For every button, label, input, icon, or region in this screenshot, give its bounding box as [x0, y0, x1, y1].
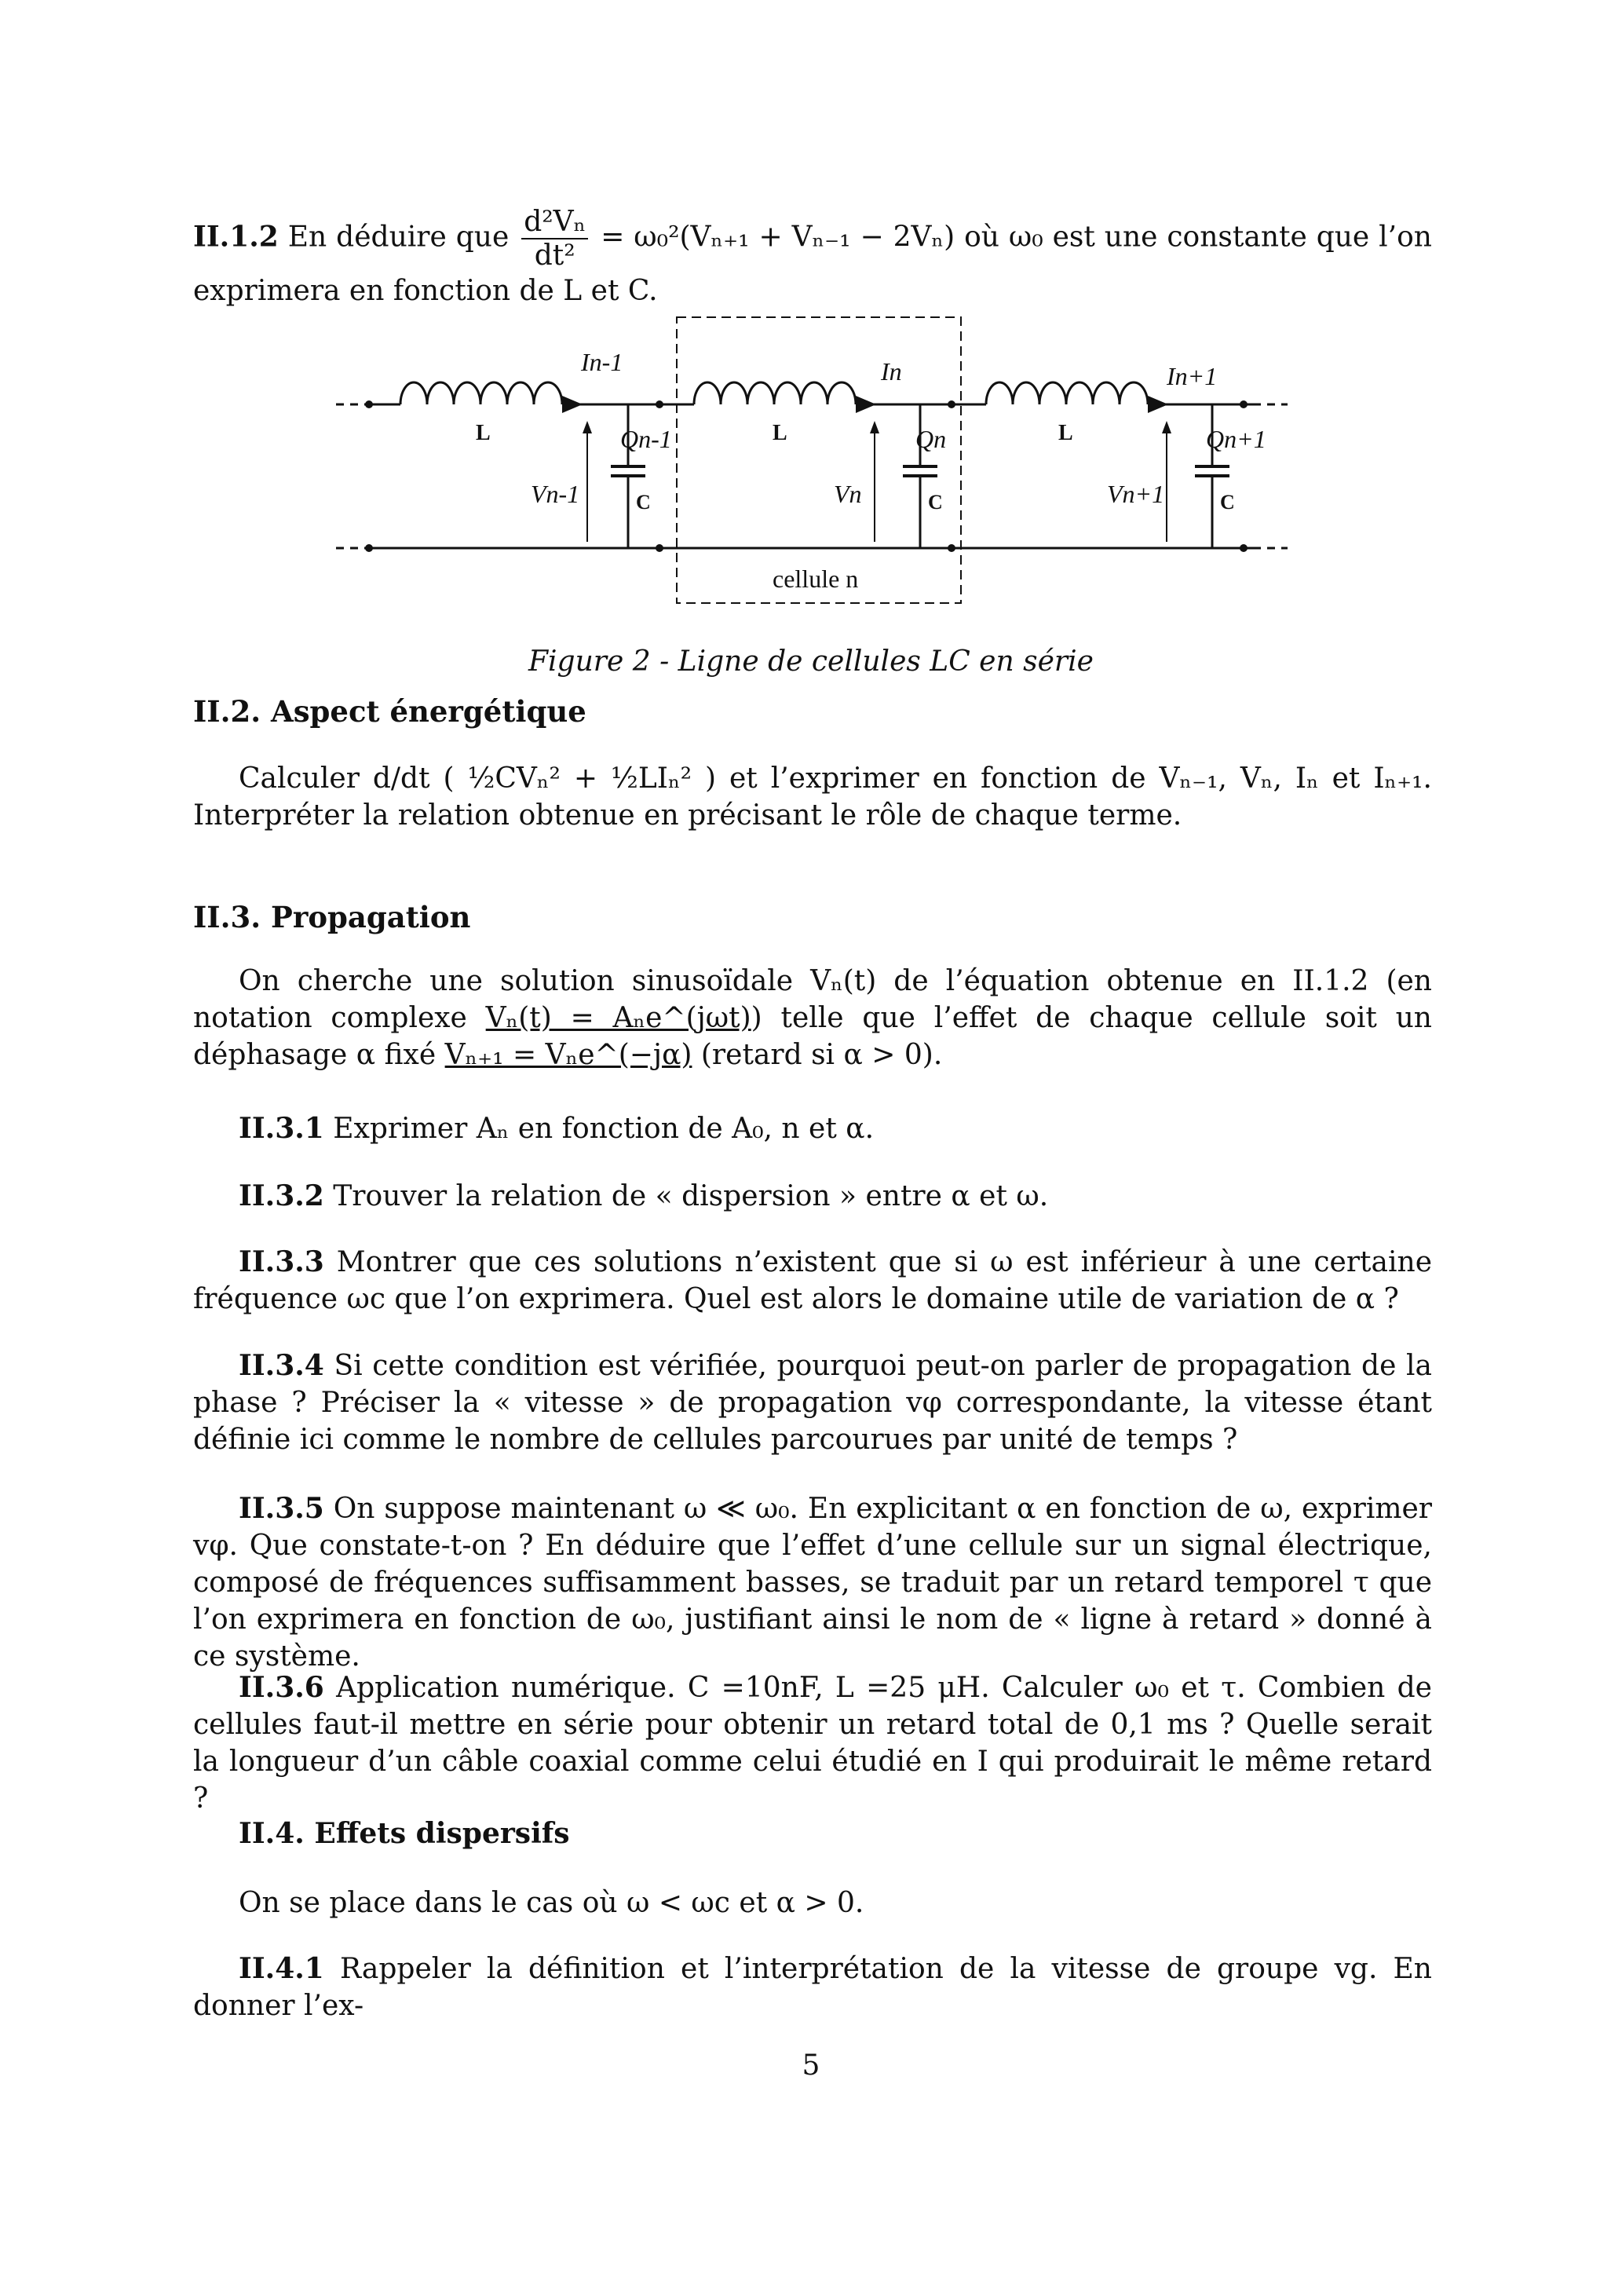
question-2-4-1 — [193, 1951, 1432, 2024]
page-number: 5 — [802, 2049, 820, 2082]
inductor-label: L — [476, 421, 491, 445]
question-label: II.3.6 — [239, 1671, 324, 1704]
charge-label: Qn — [915, 425, 947, 453]
question-2-3-2 — [193, 1178, 1432, 1215]
intro-text: (retard si α > 0). — [700, 1039, 943, 1071]
cell-box — [677, 317, 961, 603]
inductor — [694, 382, 856, 404]
inductor — [400, 382, 562, 404]
current-arrow — [1148, 396, 1168, 413]
section-title-dispersive — [193, 1815, 1432, 1852]
question-text: Montrer que ces solutions n’existent que si ω est inférieur à une certaine fréquence ωc que l’on exprimera. Quel est alors le domaine utile de variation de α ? — [193, 1246, 1432, 1315]
capacitor-label: C — [636, 491, 651, 514]
intro-equation: Vₙ(t) = Aₙe^(jωt) — [485, 1002, 751, 1034]
intro-text: On cherche une solution sinusoïdale Vₙ(t) de l’équation obtenue en II.1.2 (en notation complexe — [193, 965, 1432, 1034]
intro-equation: Vₙ₊₁ = Vₙe^(−jα) — [444, 1039, 692, 1071]
question-text: Application numérique. C =10nF, L =25 μH. Calculer ω₀ et τ. Combien de cellules faut-il mettre en série pour obtenir un retard total de 0,1 ms ? Quelle serait la longueur d’un câble coaxial comme celui étudié en I qui produirait le même retard ? — [193, 1672, 1432, 1815]
lc-line-circuit-diagram — [0, 0, 1622, 707]
question-label: II.4.1 — [239, 1952, 324, 1985]
question-text: Rappeler la définition et l’interprétation de la vitesse de groupe vg. En donner l’ex- — [193, 1953, 1432, 2022]
voltage-label: Vn+1 — [1107, 480, 1165, 508]
voltage-label: Vn-1 — [531, 480, 580, 508]
voltage-label: Vn — [834, 480, 862, 508]
voltage-arrowhead — [583, 421, 592, 433]
question-2-3-6 — [193, 1669, 1432, 1817]
intro-text: ) telle que l’effet de chaque cellule soit un déphasage α fixé — [193, 1002, 1432, 1071]
energy-text-lead: Calculer — [239, 762, 360, 795]
question-label: II.3.3 — [239, 1245, 324, 1278]
charge-label: Qn-1 — [620, 425, 672, 453]
charge-label: Qn+1 — [1206, 425, 1266, 453]
question-text: où ω₀ est une constante que l’on exprimera en fonction de L et C. — [193, 221, 1432, 307]
current-arrow — [856, 396, 876, 413]
dispersive-intro: On se place dans le cas où ω < ωc et α > 0. — [239, 1887, 864, 1919]
question-2-3-1 — [193, 1110, 1432, 1147]
figure-caption: Figure 2 - Ligne de cellules LC en série — [528, 645, 1094, 678]
propagation-intro — [193, 963, 1432, 1073]
question-text: En déduire que — [287, 221, 510, 254]
fraction-numerator: d²Vₙ — [521, 206, 588, 239]
question-text: On suppose maintenant ω ≪ ω₀. En explicitant α en fonction de ω, exprimer vφ. Que constate-t-on ? En déduire que l’effet d’une cellule sur un signal électrique, composé de fréquences suffisamment basses, se traduit par un retard temporel τ que l’on exprimera en fonction de ω₀, justifiant ainsi le nom de « ligne à retard » donné à ce système. — [193, 1493, 1432, 1673]
capacitor-label: C — [928, 491, 943, 514]
question-label: II.3.4 — [239, 1349, 324, 1382]
question-text: Exprimer Aₙ en fonction de A₀, n et α. — [333, 1113, 875, 1145]
question-text: Trouver la relation de « dispersion » entre α et ω. — [333, 1180, 1049, 1212]
energy-question — [193, 760, 1432, 834]
question-label: II.1.2 — [193, 220, 279, 254]
current-arrow — [562, 396, 583, 413]
section-title-energy: II.2. Aspect énergétique — [193, 694, 586, 729]
inductor-label: L — [773, 421, 787, 445]
inductor-label: L — [1058, 421, 1073, 445]
question-label: II.3.5 — [239, 1492, 324, 1525]
question-2-3-5 — [193, 1490, 1432, 1675]
voltage-arrowhead — [1162, 421, 1171, 433]
current-label: In+1 — [1167, 362, 1218, 390]
capacitor-label: C — [1220, 491, 1235, 514]
voltage-arrowhead — [870, 421, 879, 433]
section-title-propagation: II.3. Propagation — [193, 900, 471, 934]
fraction-denominator: dt² — [534, 239, 575, 272]
section-title: II.4. Effets dispersifs — [239, 1817, 570, 1850]
question-label: II.3.1 — [239, 1112, 324, 1145]
question-2-3-4 — [193, 1347, 1432, 1458]
question-2-3-3 — [193, 1244, 1432, 1318]
equation-rhs: = ω₀²(Vₙ₊₁ + Vₙ₋₁ − 2Vₙ) — [601, 221, 955, 254]
current-label: In — [881, 357, 902, 386]
question-label: II.3.2 — [239, 1179, 324, 1212]
energy-expression: d/dt ( ½CVₙ² + ½LIₙ² ) — [372, 762, 717, 795]
energy-text: et l’exprimer en fonction de Vₙ₋₁, Vₙ, Iₙ et Iₙ₊₁. Interpréter la relation obtenue en précisant le rôle de chaque terme. — [193, 762, 1432, 832]
current-label: In-1 — [581, 348, 623, 376]
question-text: Si cette condition est vérifiée, pourquoi peut-on parler de propagation de la phase ? Préciser la « vitesse » de propagation vφ correspondante, la vitesse étant définie ici comme le nombre de cellules parcourues par unité de temps ? — [193, 1350, 1432, 1456]
inductor — [986, 382, 1148, 404]
cell-label: cellule n — [773, 565, 859, 593]
